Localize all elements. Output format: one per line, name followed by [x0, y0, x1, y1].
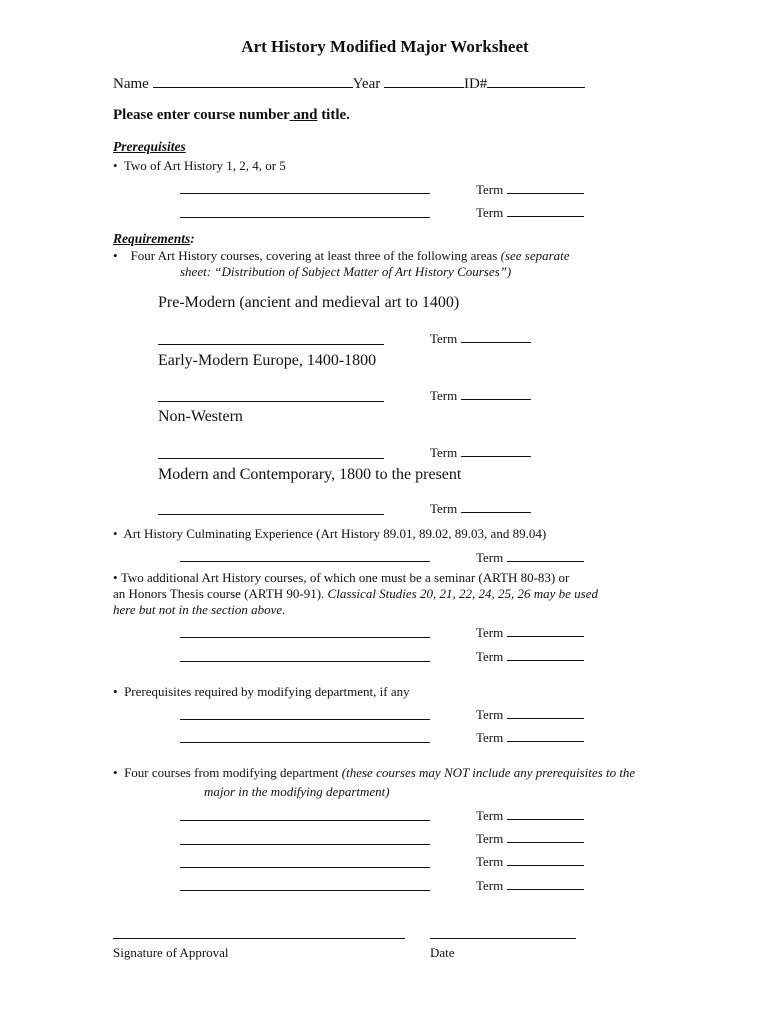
course-field[interactable]	[180, 637, 430, 638]
prerequisites-bullet	[113, 158, 286, 174]
instruction	[113, 107, 350, 124]
additional-bullet	[113, 570, 569, 586]
course-field[interactable]	[180, 217, 430, 218]
id-field[interactable]	[487, 73, 585, 88]
course-field[interactable]	[180, 820, 430, 821]
term-label: Term	[430, 331, 458, 346]
bullet-icon: •	[113, 248, 118, 263]
course-field[interactable]	[180, 742, 430, 743]
course-field[interactable]	[158, 344, 384, 345]
area-pre-modern: Pre-Modern (ancient and medieval art to 1400)	[158, 294, 460, 311]
term-label: Term	[476, 808, 504, 823]
signature-field[interactable]	[113, 938, 405, 939]
requirements-bullet	[113, 248, 570, 264]
course-field[interactable]	[180, 661, 430, 662]
additional-line3: here but not in the section above.	[113, 602, 286, 617]
term-label: Term	[430, 445, 458, 460]
course-field[interactable]	[180, 867, 430, 868]
instruction-text-end: title.	[321, 107, 350, 123]
additional-line1: Two additional Art History courses, of which one must be a seminar (ARTH 80-83) or	[120, 570, 570, 585]
name-field[interactable]	[153, 73, 353, 88]
course-field[interactable]	[180, 561, 430, 562]
term-field[interactable]	[476, 729, 584, 746]
term-field[interactable]	[476, 204, 584, 221]
requirements-colon: :	[190, 231, 195, 246]
term-field[interactable]	[476, 877, 584, 894]
course-field[interactable]	[158, 401, 384, 402]
modifying-prereq-text: Prerequisites required by modifying department, if any	[124, 684, 410, 699]
course-field[interactable]	[180, 719, 430, 720]
course-field[interactable]	[180, 890, 430, 891]
term-label: Term	[476, 707, 504, 722]
page-title: Art History Modified Major Worksheet	[241, 37, 529, 56]
requirements-heading-text: Requirements	[113, 231, 191, 246]
requirements-note-cont: sheet: “Distribution of Subject Matter of Art History Courses”)	[180, 264, 512, 279]
instruction-text: Please enter course number	[113, 107, 290, 123]
bullet-icon: •	[113, 765, 118, 780]
bullet-icon: •	[113, 684, 118, 699]
term-field[interactable]	[430, 387, 531, 404]
term-label: Term	[476, 831, 504, 846]
area-non-western: Non-Western	[158, 408, 243, 425]
requirements-note: (see separate	[500, 248, 570, 263]
term-field[interactable]	[476, 648, 584, 665]
additional-line2-note: Classical Studies 20, 21, 22, 24, 25, 26 may be used	[327, 586, 598, 601]
prerequisites-bullet-text: Two of Art History 1, 2, 4, or 5	[123, 158, 286, 173]
term-field[interactable]	[476, 181, 584, 198]
modifying-courses-text: Four courses from modifying department	[124, 765, 339, 780]
term-field[interactable]	[476, 830, 584, 847]
date-field[interactable]	[430, 938, 576, 939]
term-label: Term	[476, 205, 504, 220]
bullet-icon: •	[113, 570, 118, 585]
additional-line2	[113, 586, 598, 602]
name-label: Name	[113, 76, 149, 92]
term-label: Term	[476, 730, 504, 745]
culminating-bullet-text: Art History Culminating Experience (Art History 89.01, 89.02, 89.03, and 89.04)	[123, 526, 547, 541]
requirements-bullet-text: Four Art History courses, covering at least three of the following areas	[130, 248, 498, 263]
requirements-heading	[113, 230, 195, 248]
term-label: Term	[476, 854, 504, 869]
term-label: Term	[476, 625, 504, 640]
term-field[interactable]	[476, 807, 584, 824]
course-field[interactable]	[158, 514, 384, 515]
term-field[interactable]	[430, 500, 531, 517]
term-field[interactable]	[430, 330, 531, 347]
term-field[interactable]	[476, 706, 584, 723]
term-field[interactable]	[476, 853, 584, 870]
year-field[interactable]	[384, 73, 464, 88]
term-field[interactable]	[476, 549, 584, 566]
area-modern: Modern and Contemporary, 1800 to the present	[158, 466, 462, 483]
header-fields	[113, 73, 585, 93]
term-label: Term	[430, 388, 458, 403]
area-early-modern: Early-Modern Europe, 1400-1800	[158, 352, 377, 369]
prerequisites-heading: Prerequisites	[113, 139, 186, 154]
term-field[interactable]	[476, 624, 584, 641]
term-label: Term	[476, 550, 504, 565]
term-field[interactable]	[430, 444, 531, 461]
culminating-bullet	[113, 526, 546, 542]
signature-label: Signature of Approval	[113, 945, 229, 960]
date-label: Date	[430, 945, 455, 960]
bullet-icon: •	[113, 158, 118, 173]
term-label: Term	[476, 182, 504, 197]
instruction-emphasis: and	[293, 107, 318, 123]
bullet-icon: •	[113, 526, 118, 541]
term-label: Term	[476, 878, 504, 893]
additional-line2-text: an Honors Thesis course (ARTH 90-91).	[113, 586, 325, 601]
year-label: Year	[352, 76, 381, 92]
course-field[interactable]	[180, 193, 430, 194]
term-label: Term	[476, 649, 504, 664]
course-field[interactable]	[180, 844, 430, 845]
course-field[interactable]	[158, 458, 384, 459]
modifying-courses-note: (these courses may NOT include any prerequisites to the	[341, 765, 636, 780]
modifying-prereq-bullet	[113, 684, 410, 700]
modifying-courses-bullet	[113, 765, 635, 781]
id-label: ID#	[463, 76, 488, 92]
term-label: Term	[430, 501, 458, 516]
modifying-courses-note-cont: major in the modifying department)	[204, 784, 390, 799]
